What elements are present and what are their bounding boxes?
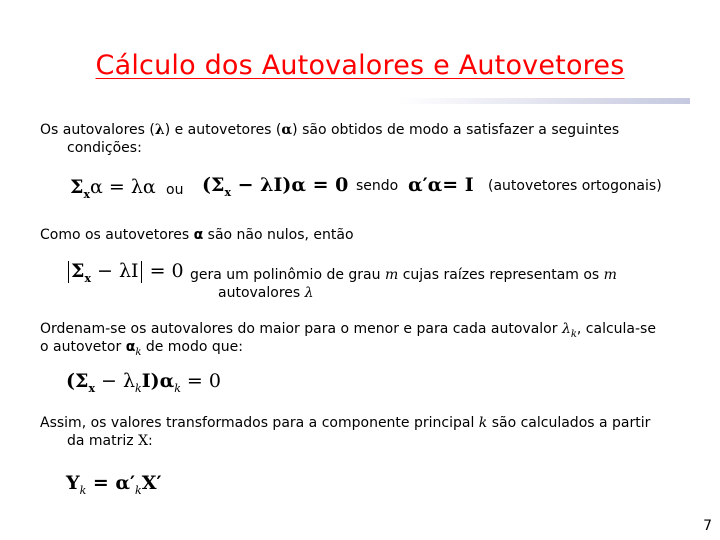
principal-component-equation <box>66 472 161 497</box>
transform-text-c: da matriz <box>67 433 139 449</box>
order-text-c: o autovetor <box>40 339 126 355</box>
orthogonal-note: (autovetores ortogonais) <box>488 178 662 194</box>
subscript-x: x <box>88 381 95 395</box>
nonzero-text-b: são não nulos, então <box>203 227 354 243</box>
det-inner-rest: − λI <box>91 260 139 282</box>
determinant-equation <box>66 260 184 285</box>
nonzero-text-a: Como os autovetores <box>40 227 194 243</box>
or-label: ou <box>166 182 184 198</box>
order-text-a: Ordenam-se os autovalores do maior para o menor e para cada autovalor <box>40 321 562 337</box>
transform-line-1 <box>40 414 650 432</box>
subscript-k: k <box>135 483 142 497</box>
alpha-symbol: α <box>281 122 293 138</box>
ordering-line-2 <box>40 338 243 362</box>
matrix-x: X <box>138 433 149 449</box>
order-text-d: de modo que: <box>141 339 243 355</box>
lambda-symbol: λ <box>154 122 165 138</box>
subscript-x: x <box>83 187 90 201</box>
subscript-k: k <box>174 381 181 395</box>
subscript-x: x <box>84 271 91 285</box>
m-variable: m <box>384 267 399 283</box>
eq3-close: I)α <box>141 370 175 392</box>
transform-text-d: : <box>148 433 153 449</box>
sigma-symbol: Σ <box>70 176 84 198</box>
eigen-equation <box>70 176 156 201</box>
transform-line-2 <box>67 432 153 450</box>
order-text-b: , calcula-se <box>576 321 656 337</box>
eigenvector-equation <box>66 370 221 395</box>
eq3-mid: − λ <box>95 370 136 392</box>
subscript-k: k <box>135 346 142 358</box>
eq4-x: X′ <box>141 472 162 494</box>
orthogonality-equation: α′α= I <box>408 174 474 196</box>
intro-text-b: ) e autovetores ( <box>164 122 282 138</box>
alpha-symbol: α <box>193 227 204 243</box>
poly-text-a: gera um polinômio de grau <box>190 267 385 283</box>
lambda-symbol: λ <box>304 285 314 301</box>
intro-text-c: ) são obtidos de modo a satisfazer a seguintes <box>292 122 620 138</box>
k-variable: k <box>478 415 488 431</box>
intro-line-1 <box>40 121 619 139</box>
det-rhs: = 0 <box>143 260 184 282</box>
subscript-k: k <box>570 328 577 340</box>
transform-text-b: são calculados a partir <box>487 415 651 431</box>
eq4-mid: = α′ <box>86 472 136 494</box>
title-rule <box>42 98 690 104</box>
char-eq-rest: − λI)α = 0 <box>231 174 349 196</box>
nonzero-line <box>40 226 354 244</box>
alpha-symbol: α <box>125 339 136 355</box>
subscript-k: k <box>79 483 87 497</box>
page-number: 7 <box>703 518 712 534</box>
m-variable: m <box>603 267 617 283</box>
sendo-label: sendo <box>356 178 399 194</box>
subscript-k: k <box>135 381 142 395</box>
det-bar-right <box>141 261 142 283</box>
sigma-symbol: Σ <box>71 260 85 282</box>
eq3-rhs: = 0 <box>180 370 221 392</box>
intro-text-a: Os autovalores ( <box>40 122 155 138</box>
polynomial-line-1 <box>190 266 617 284</box>
det-bar-left <box>68 261 69 283</box>
poly-text-b: cujas raízes representam os <box>398 267 604 283</box>
polynomial-line-2 <box>218 284 314 302</box>
transform-text-a: Assim, os valores transformados para a componente principal <box>40 415 479 431</box>
slide-title: Cálculo dos Autovalores e Autovetores <box>95 50 625 81</box>
subscript-x: x <box>224 185 231 199</box>
eigen-eq-rest: α = λα <box>90 176 156 198</box>
lambda-symbol: λ <box>561 321 571 337</box>
y-symbol: Y <box>66 472 80 494</box>
char-eq-open: (Σ <box>202 174 225 196</box>
eq3-open: (Σ <box>66 370 89 392</box>
poly-text-c: autovalores <box>218 285 305 301</box>
characteristic-equation <box>202 174 348 199</box>
intro-line-2: condições: <box>67 140 142 156</box>
